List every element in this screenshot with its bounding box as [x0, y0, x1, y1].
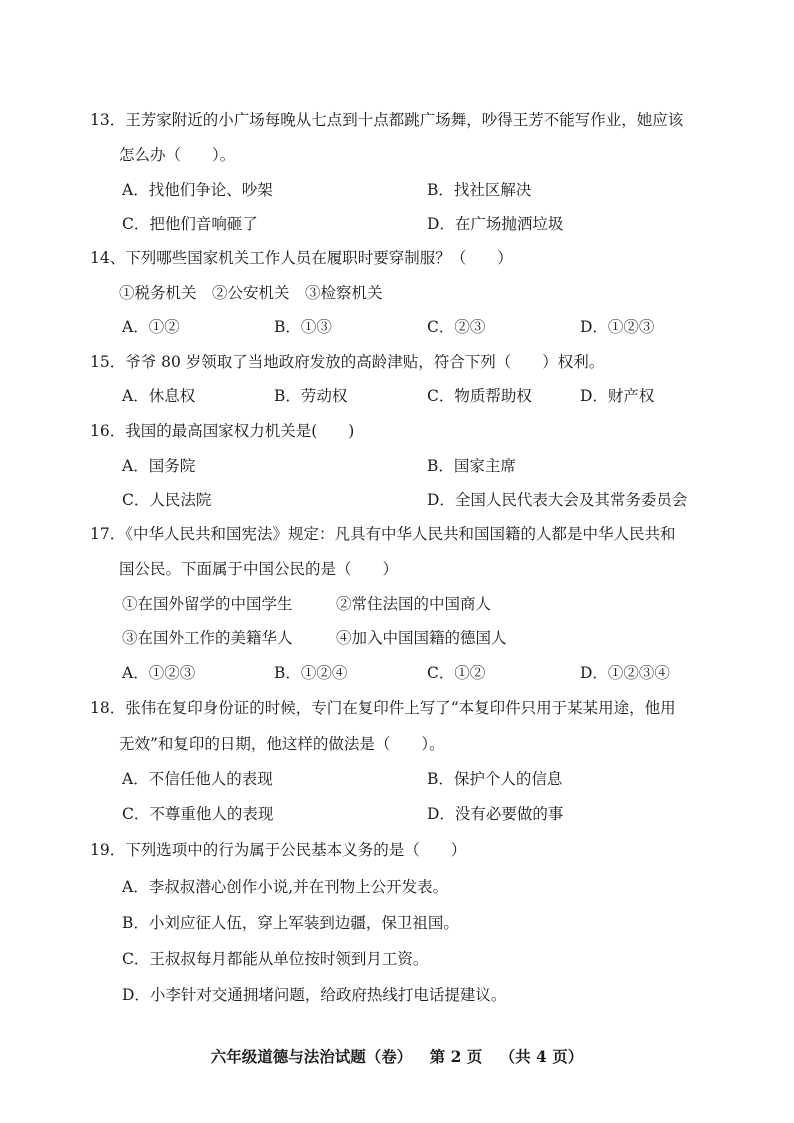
q16-stem: 16．我国的最高国家权力机关是( )	[90, 422, 355, 440]
q13-stem-line1: 13．王芳家附近的小广场每晚从七点到十点都跳广场舞，吵得王芳不能写作业，她应该	[90, 111, 684, 129]
q15-option-d: D．财产权	[580, 387, 655, 405]
q14-option-b: B．①③	[274, 318, 332, 336]
q17-item-4: ④加入中国国籍的德国人	[336, 629, 507, 647]
q17-item-2: ②常住法国的中国商人	[336, 595, 492, 613]
q19-option-d: D．小李针对交通拥堵问题，给政府热线打电话提建议。	[122, 986, 507, 1004]
q14-items: ①税务机关 ②公安机关 ③检察机关	[119, 284, 383, 302]
q13-stem-line2: 怎么办（ ）。	[119, 146, 236, 164]
q18-option-d: D．没有必要做的事	[427, 805, 564, 823]
q14-option-a: A．①②	[122, 318, 180, 336]
footer-page-number: 第 2 页	[429, 1047, 483, 1066]
q13-option-a: A．找他们争论、吵架	[122, 181, 273, 199]
q19-option-a: A．李叔叔潜心创作小说,并在刊物上公开发表。	[122, 878, 449, 896]
q13-option-d: D．在广场抛洒垃圾	[427, 215, 564, 233]
q15-option-b: B．劳动权	[274, 387, 348, 405]
q18-stem-line2: 无效”和复印的日期，他这样的做法是（ ）。	[119, 735, 445, 753]
q17-option-c: C．①②	[427, 664, 486, 682]
q17-option-b: B．①②④	[274, 664, 348, 682]
q18-option-a: A．不信任他人的表现	[122, 770, 273, 788]
q15-stem: 15．爷爷 80 岁领取了当地政府发放的高龄津贴，符合下列（ ）权利。	[90, 353, 605, 371]
q16-option-c: C．人民法院	[122, 491, 212, 509]
q13-option-b: B．找社区解决	[427, 181, 532, 199]
q17-option-d: D．①②③④	[580, 664, 670, 682]
q18-stem-line1: 18．张伟在复印身份证的时候，专门在复印件上写了“本复印件只用于某某用途，他用	[90, 699, 676, 717]
q18-option-c: C．不尊重他人的表现	[122, 805, 274, 823]
q16-option-a: A．国务院	[122, 457, 196, 475]
page-footer	[0, 1045, 794, 1067]
q17-option-a: A．①②③	[122, 664, 196, 682]
q15-option-c: C．物质帮助权	[427, 387, 532, 405]
q17-item-1: ①在国外留学的中国学生	[122, 595, 293, 613]
q14-option-c: C．②③	[427, 318, 486, 336]
footer-title: 六年级道德与法治试题（卷）	[210, 1047, 413, 1066]
q16-option-d: D．全国人民代表大会及其常务委员会	[427, 491, 688, 509]
q19-option-b: B．小刘应征人伍，穿上军装到边疆，保卫祖国。	[122, 914, 459, 932]
q17-stem-line2: 国公民。下面属于中国公民的是（ ）	[119, 560, 399, 578]
q17-stem-line1: 17．《中华人民共和国宪法》规定：凡具有中华人民共和国国籍的人都是中华人民共和	[90, 525, 676, 543]
q19-option-c: C．王叔叔每月都能从单位按时领到月工资。	[122, 950, 429, 968]
q19-stem: 19．下列选项中的行为属于公民基本义务的是（ ）	[90, 841, 467, 859]
q14-option-d: D．①②③	[580, 318, 655, 336]
q13-option-c: C．把他们音响砸了	[122, 215, 258, 233]
q17-item-3: ③在国外工作的美籍华人	[122, 629, 293, 647]
q16-option-b: B．国家主席	[427, 457, 516, 475]
footer-total-pages: （共 4 页）	[499, 1047, 584, 1066]
q18-option-b: B．保护个人的信息	[427, 770, 563, 788]
q14-stem: 14、下列哪些国家机关工作人员在履职时要穿制服？（ ）	[90, 249, 513, 267]
q15-option-a: A．休息权	[122, 387, 196, 405]
